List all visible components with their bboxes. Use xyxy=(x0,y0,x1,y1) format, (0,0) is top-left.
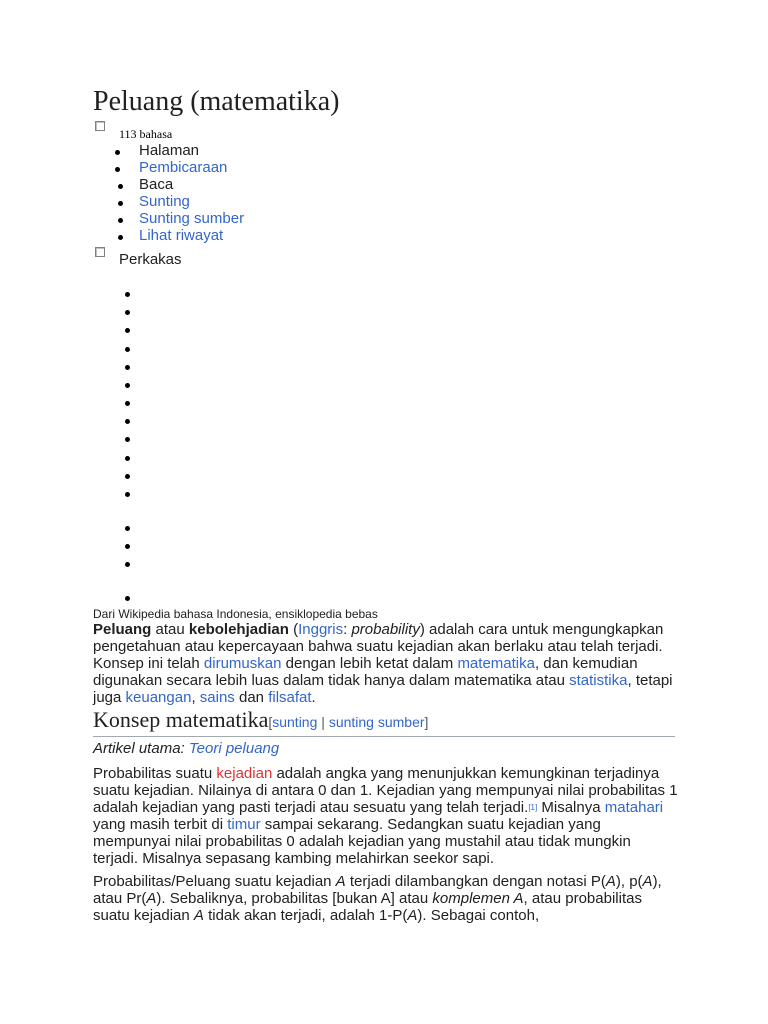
languages-label[interactable]: 113 bahasa xyxy=(119,127,173,141)
list-bullet xyxy=(125,419,130,424)
list-bullet xyxy=(125,474,130,479)
link-matematika[interactable]: matematika xyxy=(457,655,535,672)
list-bullet xyxy=(125,347,130,352)
list-bullet xyxy=(125,544,130,549)
list-bullet xyxy=(125,492,130,497)
edit-source-link[interactable]: sunting sumber xyxy=(328,714,425,730)
section-heading: Konsep matematika[sunting | sunting sumber] xyxy=(93,707,675,737)
nav-item-sunting-sumber[interactable]: Sunting sumber xyxy=(139,210,244,227)
link-filsafat[interactable]: filsafat xyxy=(268,689,312,706)
languages-checkbox[interactable] xyxy=(95,121,105,131)
main-article-hatnote: Artikel utama: Teori peluang xyxy=(93,740,280,757)
intro-paragraph: Peluang atau kebolehjadian (Inggris: probability) adalah cara untuk mengungkapkan pengetahuan atau kepercayaan bahwa suatu kejadian akan berlaku atau telah terjadi. Konsep ini telah dirumuskan dengan lebih ketat dalam matematika, dan kemudian digunakan secara lebih luas dalam tidak hanya dalam matematika atau statistika, tetapi juga keuangan, sains dan filsafat. xyxy=(93,621,673,706)
list-bullet xyxy=(125,526,130,531)
tools-label[interactable]: Perkakas xyxy=(119,251,182,268)
list-bullet xyxy=(125,328,130,333)
tools-checkbox[interactable] xyxy=(95,247,105,257)
link-statistika[interactable]: statistika xyxy=(569,672,628,689)
list-bullet xyxy=(125,365,130,370)
edit-link[interactable]: sunting xyxy=(272,714,318,730)
body-paragraph-2: Probabilitas/Peluang suatu kejadian A terjadi dilambangkan dengan notasi P(A), p(A), atau Pr(A). Sebaliknya, probabilitas [bukan A] atau komplemen A, atau probabilitas suatu kejadian A tidak akan terjadi, adalah 1-P(A). Sebagai contoh, xyxy=(93,873,662,924)
nav-item-baca[interactable]: Baca xyxy=(139,176,173,193)
nav-item-pembicaraan[interactable]: Pembicaraan xyxy=(139,159,227,176)
list-bullet xyxy=(125,437,130,442)
nav-item-halaman[interactable]: Halaman xyxy=(139,142,199,159)
link-kejadian[interactable]: kejadian xyxy=(216,765,273,782)
list-bullet xyxy=(125,310,130,315)
link-keuangan[interactable]: keuangan xyxy=(125,689,192,706)
reference-1[interactable]: [1] xyxy=(528,803,538,812)
link-dirumuskan[interactable]: dirumuskan xyxy=(203,655,282,672)
list-bullet xyxy=(125,562,130,567)
link-teori-peluang[interactable]: Teori peluang xyxy=(188,740,280,757)
list-bullet xyxy=(125,292,130,297)
link-sains[interactable]: sains xyxy=(199,689,235,706)
page-title: Peluang (matematika) xyxy=(93,86,340,117)
list-bullet xyxy=(125,383,130,388)
link-matahari[interactable]: matahari xyxy=(604,799,664,816)
section-edit-links: [sunting | sunting sumber] xyxy=(268,714,429,730)
nav-item-lihat-riwayat[interactable]: Lihat riwayat xyxy=(139,227,223,244)
list-bullet xyxy=(125,596,130,601)
list-bullet xyxy=(125,401,130,406)
nav-item-sunting[interactable]: Sunting xyxy=(139,193,190,210)
list-bullet xyxy=(125,456,130,461)
body-paragraph-1: Probabilitas suatu kejadian adalah angka yang menunjukkan kemungkinan terjadinya suatu kejadian. Nilainya di antara 0 dan 1. Kejadian yang mempunyai nilai probabilitas 1 adalah kejadian yang pasti terjadi atau sesuatu yang telah terjadi.[1] Misalnya matahari yang masih terbit di timur sampai sekarang. Sedangkan suatu kejadian yang mempunyai nilai probabilitas 0 adalah kejadian yang mustahil atau tidak mungkin terjadi. Misalnya sepasang kambing melahirkan seekor sapi. xyxy=(93,765,678,867)
site-tagline: Dari Wikipedia bahasa Indonesia, ensiklopedia bebas xyxy=(93,607,378,621)
link-timur[interactable]: timur xyxy=(227,816,261,833)
link-inggris[interactable]: Inggris xyxy=(298,621,344,638)
